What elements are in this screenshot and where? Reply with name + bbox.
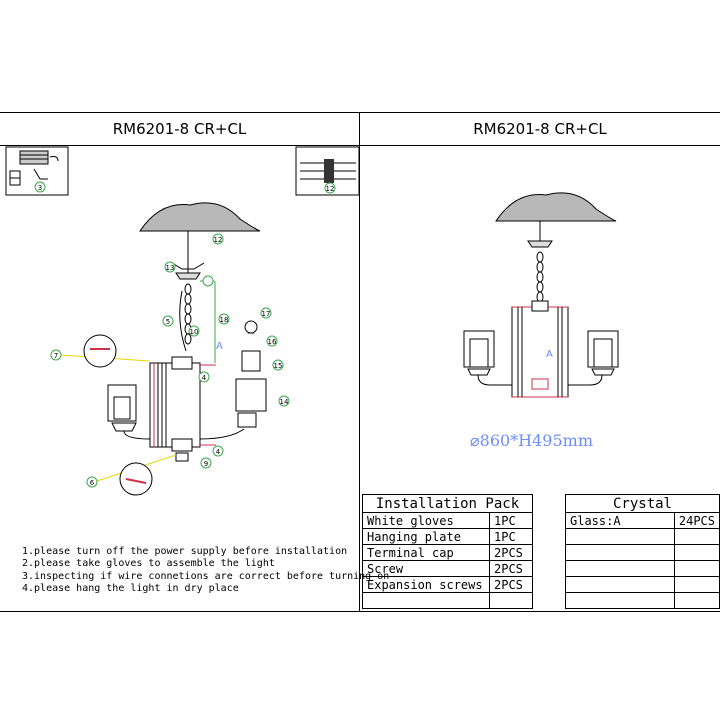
model-title-left: RM6201-8 CR+CL (0, 113, 359, 146)
callout-5: 5 (165, 318, 171, 326)
crystal-item: Glass:A (566, 513, 675, 529)
crystal-qty (674, 529, 719, 545)
crystal-table (565, 494, 720, 609)
callout-6: 6 (89, 479, 95, 487)
crystal-item (566, 561, 675, 577)
note-3: 3.inspecting if wire connetions are correct before turning on (22, 570, 390, 582)
table-row (363, 561, 533, 577)
callout-13: 13 (165, 264, 175, 272)
crystal-qty (674, 577, 719, 593)
callout-10: 10 (189, 328, 199, 336)
instructions-list (22, 546, 389, 596)
wire-detail-top (84, 335, 116, 367)
canopy (176, 273, 200, 279)
callout-4b: 4 (215, 448, 221, 456)
crystal-item (566, 577, 675, 593)
table-row (566, 561, 720, 577)
installation-pack-title: Installation Pack (363, 495, 533, 513)
pack-qty: 1PC (490, 529, 533, 545)
pack-item: Terminal cap (363, 545, 490, 561)
callout-3: 3 (37, 184, 43, 192)
callout-18: 18 (219, 316, 229, 324)
dimension-label: ⌀860*H495mm (470, 431, 594, 450)
note-2: 2.please take gloves to assemble the light (22, 558, 275, 570)
pack-item: Screw (363, 561, 490, 577)
pack-item: Hanging plate (363, 529, 490, 545)
callout-14: 14 (279, 398, 289, 406)
table-row (363, 545, 533, 561)
table-row (566, 577, 720, 593)
note-1: 1.please turn off the power supply before installation (22, 546, 348, 557)
model-title-right: RM6201-8 CR+CL (360, 113, 720, 146)
callout-16: 16 (267, 338, 277, 346)
callout-4a: 4 (201, 374, 207, 382)
callout-15: 15 (273, 362, 283, 370)
table-row (363, 577, 533, 593)
pack-qty: 2PCS (490, 561, 533, 577)
ceiling-icon (140, 203, 260, 231)
note-4: 4.please hang the light in dry place (22, 583, 239, 595)
crystal-qty (674, 561, 719, 577)
bulb-icon (245, 321, 257, 333)
crystal-qty (674, 545, 719, 561)
callout-7: 7 (53, 352, 59, 360)
crystal-qty: 24PCS (674, 513, 719, 529)
label-a-left: A (216, 341, 223, 352)
pack-item: Expansion screws (363, 577, 490, 593)
ceiling-icon-right (496, 193, 616, 221)
pack-qty: 2PCS (490, 545, 533, 561)
table-row (566, 545, 720, 561)
installation-pack-table (362, 494, 533, 609)
shade-exploded (236, 379, 266, 411)
chain-right (537, 252, 543, 302)
label-a-right: A (546, 349, 553, 360)
callout-9: 9 (203, 460, 209, 468)
callout-12-tool: 12 (325, 185, 335, 193)
callout-12: 12 (213, 236, 223, 244)
wire-detail-bottom (120, 463, 152, 495)
pack-item: White gloves (363, 513, 490, 529)
crystal-title: Crystal (566, 495, 720, 513)
pack-qty: 2PCS (490, 577, 533, 593)
pack-qty: 1PC (490, 513, 533, 529)
table-row (363, 513, 533, 529)
table-row (566, 513, 720, 529)
table-row (363, 529, 533, 545)
callout-17: 17 (261, 310, 271, 318)
table-row (566, 529, 720, 545)
crystal-item (566, 545, 675, 561)
instruction-sheet (0, 112, 720, 612)
crystal-item (566, 529, 675, 545)
